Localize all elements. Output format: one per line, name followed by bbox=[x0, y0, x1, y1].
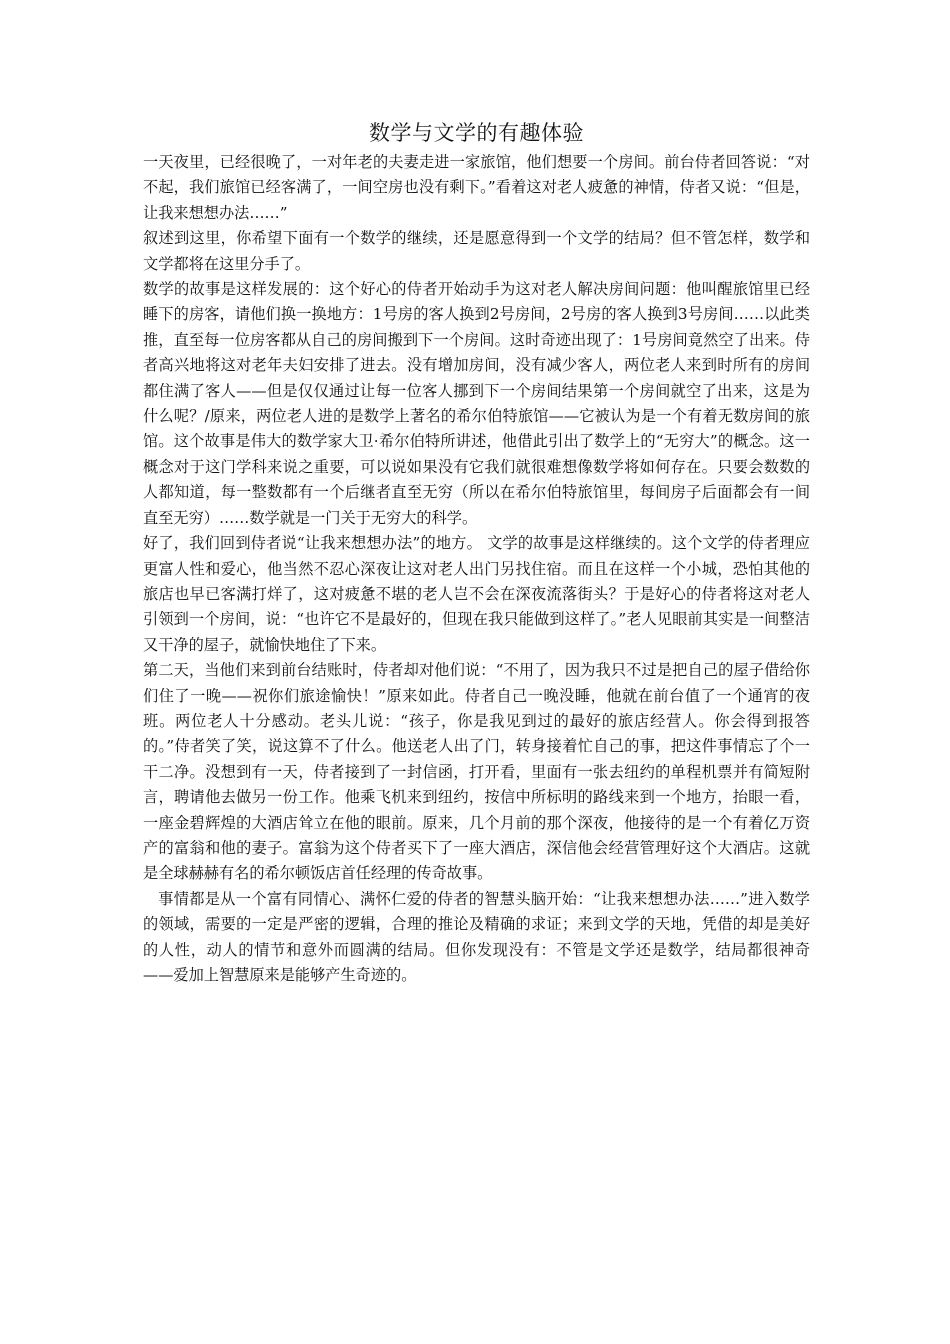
paragraph-conclusion: 事情都是从一个富有同情心、满怀仁爱的侍者的智慧头脑开始：“让我来想想办法……”进入数学的领域，需要的一定是严密的逻辑，合理的推论及精确的求证；来到文学的天地，凭借的却是美好的人性，动人的情节和意外而圆满的结局。但你发现没有：不管是文学还是数学，结局都很神奇——爱加上智慧原来是能够产生奇迹的。 bbox=[143, 889, 810, 984]
paragraph-next-day: 第二天，当他们来到前台结账时，侍者却对他们说：“不用了，因为我只不过是把自己的屋子借给你们住了一晚——祝你们旅途愉快！”原来如此。侍者自己一晚没睡，他就在前台值了一个通宵的夜班。两位老人十分感动。老头儿说：“孩子，你是我见到过的最好的旅店经营人。你会得到报答的。”侍者笑了笑，说这算不了什么。他送老人出了门，转身接着忙自己的事，把这件事情忘了个一干二净。没想到有一天，侍者接到了一封信函，打开看，里面有一张去纽约的单程机票并有简短附言，聘请他去做另一份工作。他乘飞机来到纽约，按信中所标明的路线来到一个地方，抬眼一看，一座金碧辉煌的大酒店耸立在他的眼前。原来，几个月前的那个深夜，他接待的是一个有着亿万资产的富翁和他的妻子。富翁为这个侍者买下了一座大酒店，深信他会经营管理好这个大酒店。这就是全球赫赫有名的希尔顿饭店首任经理的传奇故事。 bbox=[143, 661, 810, 883]
paragraph-literary-story: 好了，我们回到侍者说“让我来想想办法”的地方。 文学的故事是这样继续的。这个文学的侍者理应更富人性和爱心，他当然不忍心深夜让这对老人出门另找住宿。而且在这样一个小城，恐怕其他的旅店也早已客满打烊了，这对疲惫不堪的老人岂不会在深夜流落街头？于是好心的侍者将这对老人引领到一个房间，说：“也许它不是最好的，但现在我只能做到这样了。”老人见眼前其实是一间整洁又干净的屋子，就愉快地住了下来。 bbox=[143, 534, 810, 654]
document-title: 数学与文学的有趣体验 bbox=[369, 121, 584, 145]
paragraph-transition: 叙述到这里，你希望下面有一个数学的继续，还是愿意得到一个文学的结局？但不管怎样，数学和文学都将在这里分手了。 bbox=[143, 229, 810, 273]
paragraph-opening: 一天夜里，已经很晚了，一对年老的夫妻走进一家旅馆，他们想要一个房间。前台侍者回答说：“对不起，我们旅馆已经客满了，一间空房也没有剩下。”看着这对老人疲惫的神情，侍者又说：“但是，让我来想想办法……” bbox=[143, 153, 810, 222]
document-page bbox=[143, 118, 810, 988]
paragraph-math-story: 数学的故事是这样发展的：这个好心的侍者开始动手为这对老人解决房间问题：他叫醒旅馆里已经睡下的房客，请他们换一换地方：1号房的客人换到2号房间，2号房的客人换到3号房间……以此类推，直至每一位房客都从自己的房间搬到下一个房间。这时奇迹出现了：1号房间竟然空了出来。侍者高兴地将这对老年夫妇安排了进去。没有增加房间，没有减少客人，两位老人来到时所有的房间都住满了客人——但是仅仅通过让每一位客人挪到下一个房间结果第一个房间就空了出来，这是为什么呢？/原来，两位老人进的是数学上著名的希尔伯特旅馆——它被认为是一个有着无数房间的旅馆。这个故事是伟大的数学家大卫·希尔伯特所讲述，他借此引出了数学上的“无穷大”的概念。这一概念对于这门学科来说之重要，可以说如果没有它我们就很难想像数学将如何存在。只要会数数的人都知道，每一整数都有一个后继者直至无穷（所以在希尔伯特旅馆里，每间房子后面都会有一间直至无穷）……数学就是一门关于无穷大的科学。 bbox=[143, 280, 810, 527]
